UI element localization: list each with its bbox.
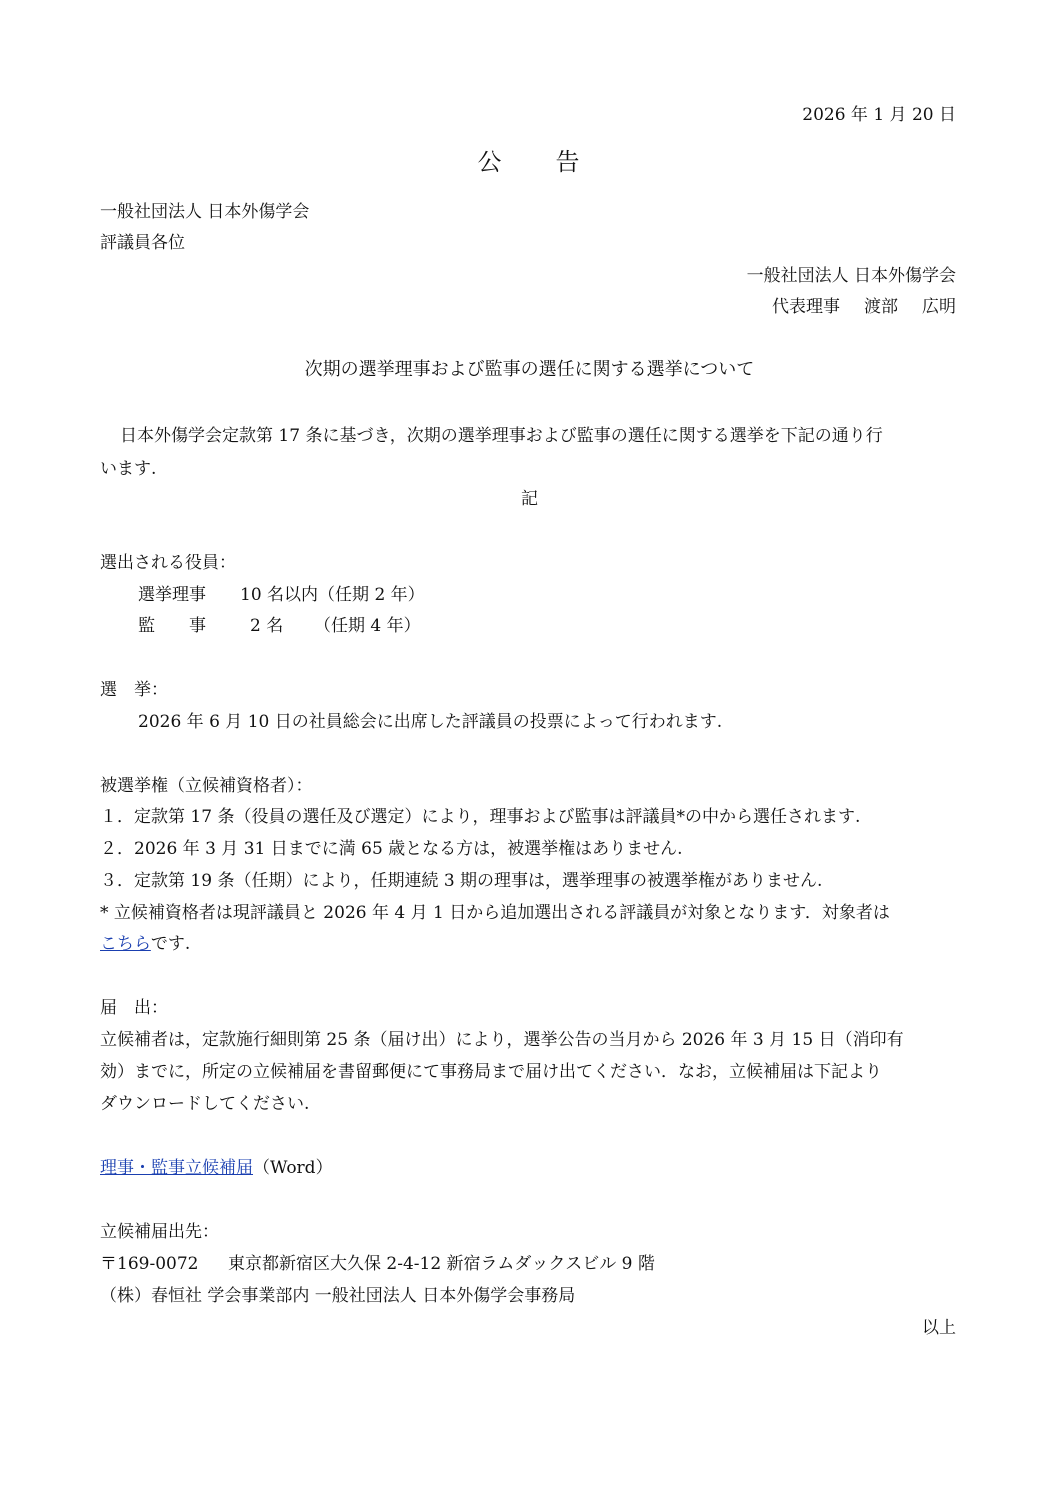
submission-heading: 届 出： bbox=[100, 998, 168, 1018]
officer-row bbox=[138, 614, 421, 638]
eligibility-item bbox=[100, 805, 860, 829]
officer-term: （任期 2 年） bbox=[318, 585, 425, 605]
officer-row bbox=[138, 583, 425, 607]
eligibility-note-suffix: です. bbox=[150, 934, 191, 954]
ki-marker: 記 bbox=[521, 489, 538, 509]
officer-role: 監 事 bbox=[138, 616, 206, 636]
eligibility-item-text: 定款第 17 条（役員の選任及び選定）により，理事および監事は評議員*の中から選任されます. bbox=[134, 807, 861, 827]
officer-term: （任期 4 年） bbox=[314, 616, 421, 636]
recipient: 評議員各位 bbox=[100, 233, 185, 253]
candidacy-form-download-link[interactable]: 理事・監事立候補届 bbox=[100, 1158, 253, 1178]
eligibility-item bbox=[100, 837, 683, 861]
election-text: 2026 年 6 月 10 日の社員総会に出席した評議員の投票によって行われます. bbox=[138, 712, 723, 732]
address-heading: 立候補届出先： bbox=[100, 1222, 219, 1242]
page-title: 公 告 bbox=[477, 148, 582, 176]
postal-code: 〒169-0072 bbox=[100, 1254, 199, 1274]
eligibility-item-text: 定款第 19 条（任期）により，任期連続 3 期の理事は，選挙理事の被選挙権がありません. bbox=[134, 871, 823, 891]
submission-line-3: ダウンロードしてください. bbox=[100, 1094, 310, 1114]
officer-count: 2 名 bbox=[250, 616, 284, 636]
address-line bbox=[100, 1252, 655, 1276]
eligibility-item-text: 2026 年 3 月 31 日までに満 65 歳となる方は，被選挙権はありません. bbox=[134, 839, 683, 859]
recipient-organization: 一般社団法人 日本外傷学会 bbox=[100, 202, 310, 222]
intro-line-2: います. bbox=[100, 459, 157, 479]
street-address: 東京都新宿区大久保 2-4-12 新宿ラムダックスビル 9 階 bbox=[228, 1254, 655, 1274]
eligible-list-link[interactable]: こちら bbox=[100, 934, 151, 954]
office-name: （株）春恒社 学会事業部内 一般社団法人 日本外傷学会事務局 bbox=[100, 1286, 576, 1306]
submission-line-1: 立候補者は，定款施行細則第 25 条（届け出）により，選挙公告の当月から 2026 年 3 月 15 日（消印有 bbox=[100, 1030, 904, 1050]
officers-heading: 選出される役員： bbox=[100, 553, 236, 573]
subject-heading: 次期の選挙理事および監事の選任に関する選挙について bbox=[304, 359, 755, 380]
sender-title: 代表理事 bbox=[772, 297, 840, 317]
issue-date: 2026 年 1 月 20 日 bbox=[802, 105, 956, 125]
closing-mark: 以上 bbox=[922, 1318, 956, 1338]
eligibility-item-number: ３． bbox=[100, 871, 134, 891]
election-heading: 選 挙： bbox=[100, 680, 168, 700]
sender-organization: 一般社団法人 日本外傷学会 bbox=[746, 266, 956, 286]
officer-role: 選挙理事 bbox=[138, 585, 206, 605]
eligibility-note: * 立候補資格者は現評議員と 2026 年 4 月 1 日から追加選出される評議員が対象となります．対象者は bbox=[100, 903, 890, 923]
submission-line-2: 効）までに，所定の立候補届を書留郵便にて事務局まで届け出てください．なお，立候補届は下記より bbox=[100, 1062, 882, 1082]
eligibility-heading: 被選挙権（立候補資格者）： bbox=[100, 776, 313, 796]
eligibility-item bbox=[100, 869, 822, 893]
officer-count: 10 名以内 bbox=[240, 585, 319, 605]
eligibility-item-number: １． bbox=[100, 807, 134, 827]
download-row bbox=[100, 1156, 333, 1180]
eligibility-note-continuation bbox=[100, 932, 190, 956]
sender-surname: 渡部 bbox=[864, 297, 898, 317]
sender-name bbox=[772, 295, 956, 319]
download-format: （Word） bbox=[253, 1158, 333, 1178]
eligibility-item-number: ２． bbox=[100, 839, 134, 859]
sender-given-name: 広明 bbox=[922, 297, 956, 317]
intro-line-1: 日本外傷学会定款第 17 条に基づき，次期の選挙理事および監事の選任に関する選挙を下記の通り行 bbox=[120, 426, 883, 446]
